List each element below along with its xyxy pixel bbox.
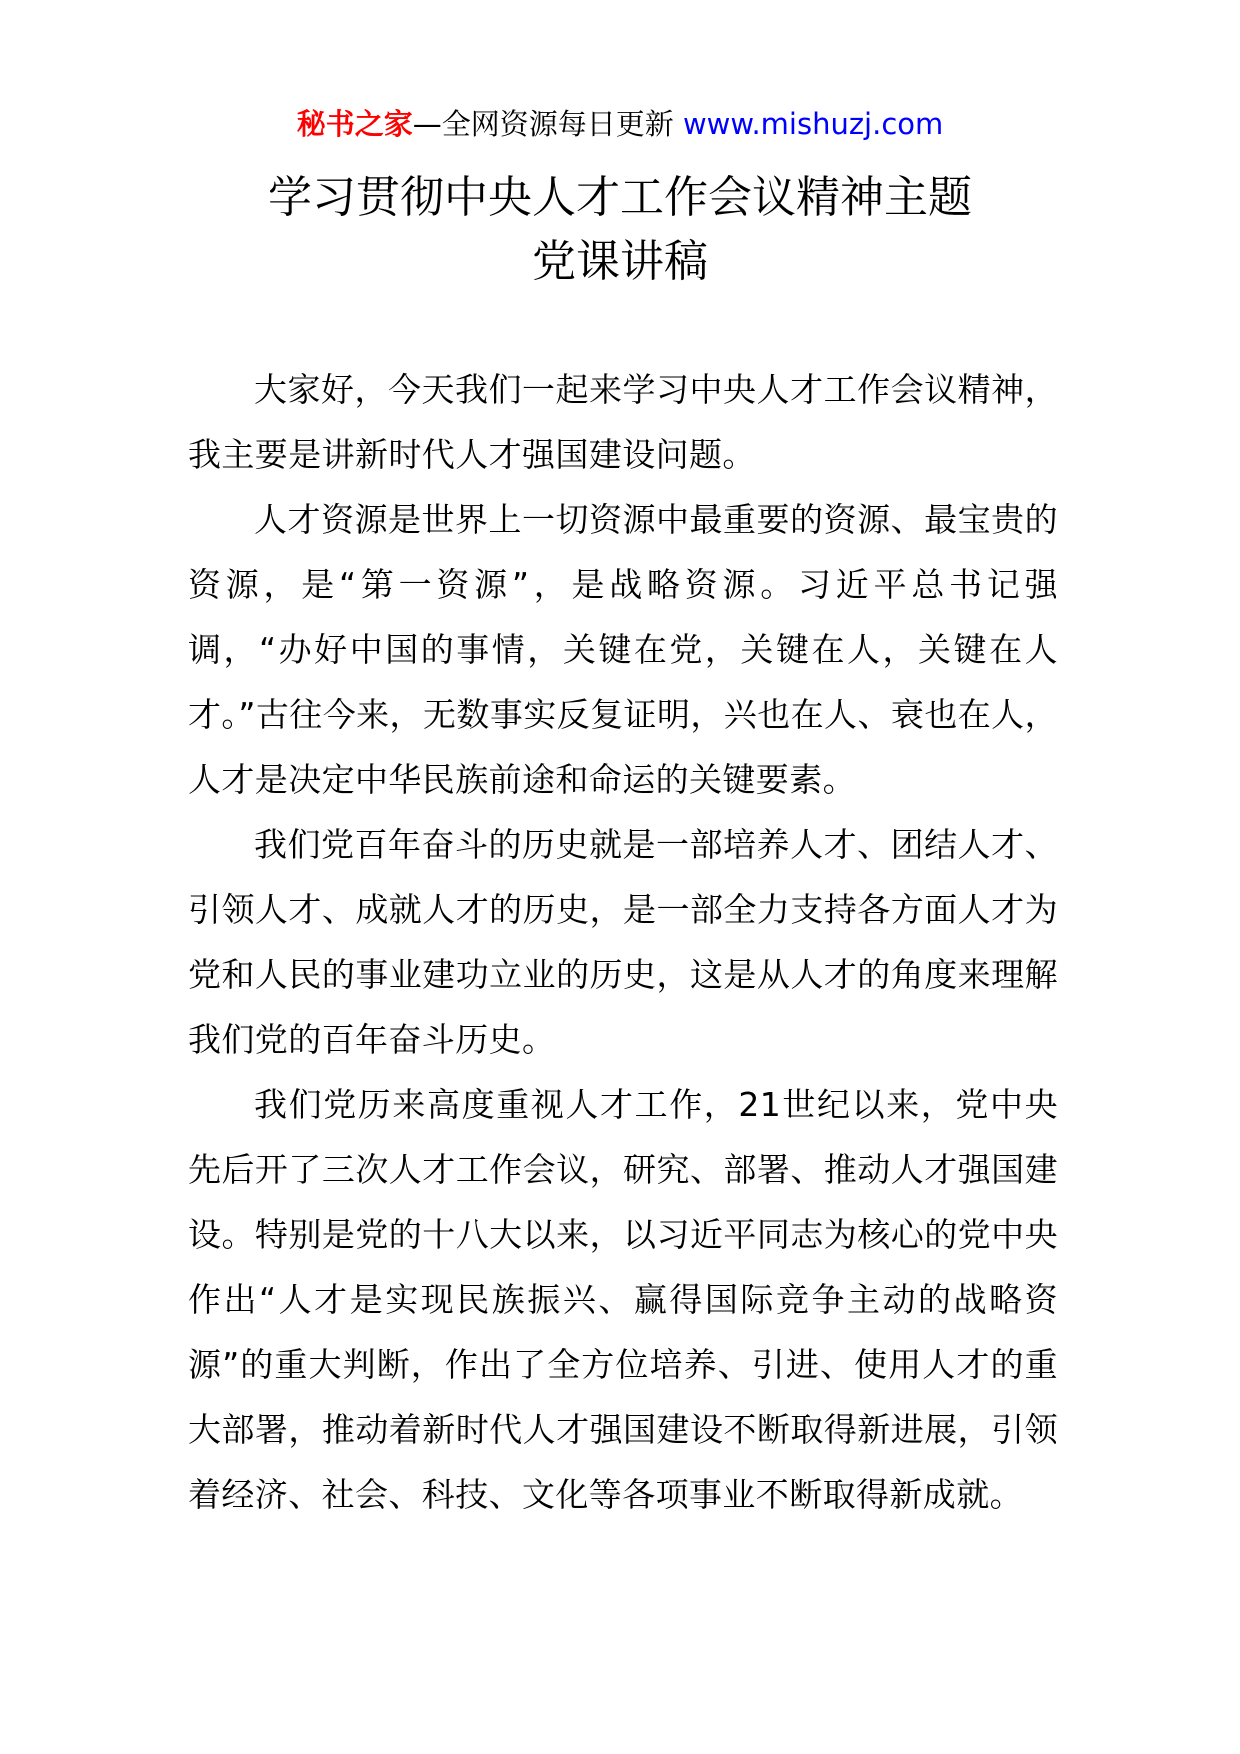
- title-line-1: 学习贯彻中央人才工作会议精神主题: [268, 172, 972, 223]
- paragraph-talent-resource: 人才资源是世界上一切资源中最重要的资源、最宝贵的资源，是“第一资源”，是战略资源。习近平总书记强调，“办好中国的事情，关键在党，关键在人，关键在人才。”古往今来，无数事实反复证明，兴也在人、衰也在人，人才是决定中华民族前途和命运的关键要素。: [188, 500, 1058, 799]
- site-url-link[interactable]: www.mishuzj.com: [682, 107, 944, 141]
- site-tagline: —全网资源每日更新: [412, 107, 674, 141]
- site-header: [0, 104, 1240, 144]
- paragraph-talent-work: 我们党历来高度重视人才工作，21世纪以来，党中央先后开了三次人才工作会议，研究、部署、推动人才强国建设。特别是党的十八大以来，以习近平同志为核心的党中央作出“人才是实现民族振兴、赢得国际竞争主动的战略资源”的重大判断，作出了全方位培养、引进、使用人才的重大部署，推动着新时代人才强国建设不断取得新进展，引领着经济、社会、科技、文化等各项事业不断取得新成就。: [188, 1085, 1058, 1514]
- document-title: [0, 166, 1240, 294]
- site-brand: 秘书之家: [296, 107, 413, 141]
- document-body: [188, 357, 1058, 1527]
- paragraph-greeting: 大家好，今天我们一起来学习中央人才工作会议精神，我主要是讲新时代人才强国建设问题。: [188, 370, 1058, 474]
- paragraph-party-history: 我们党百年奋斗的历史就是一部培养人才、团结人才、引领人才、成就人才的历史，是一部全力支持各方面人才为党和人民的事业建功立业的历史，这是从人才的角度来理解我们党的百年奋斗历史。: [188, 825, 1058, 1059]
- title-line-2: 党课讲稿: [532, 236, 708, 287]
